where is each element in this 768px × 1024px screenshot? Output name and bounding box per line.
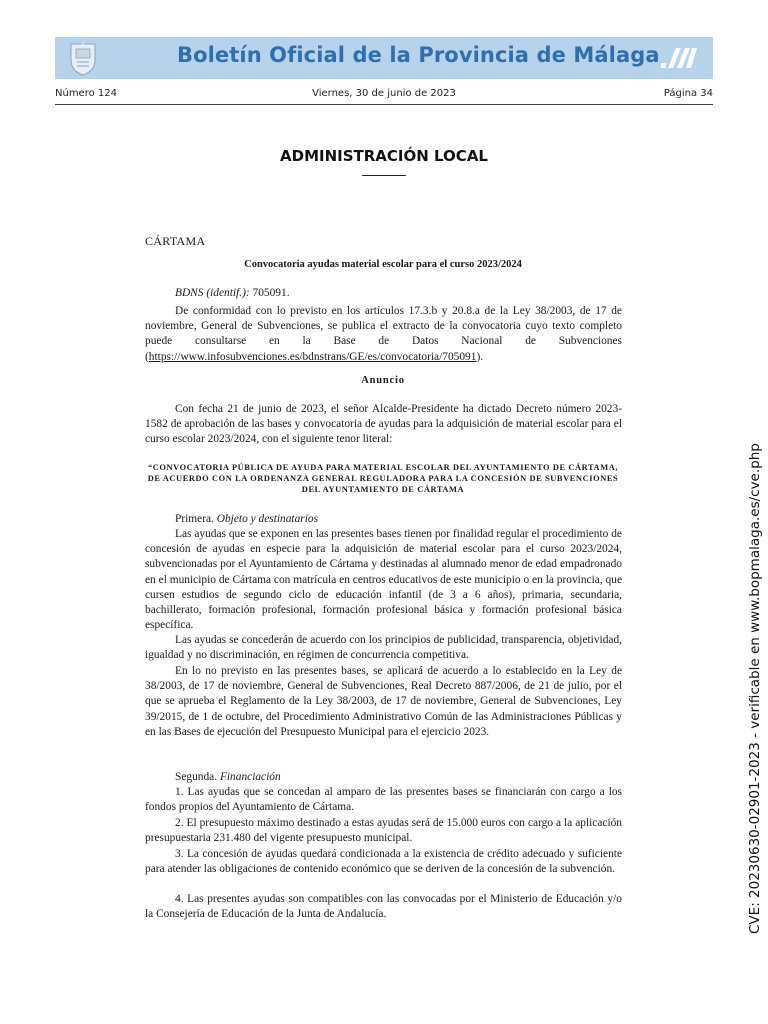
primera-heading: [145, 512, 622, 527]
segunda-label: Segunda.: [175, 771, 220, 783]
cve-verification-text: CVE: 20230630-02901-2023 - verificable en www.bopmalaga.es/cve.php: [747, 443, 763, 934]
intro-text: De conformidad con lo previsto en los artículos 17.3.b y 20.8.a de la Ley 38/2003, de 17 de noviembre, General de Subvenciones, se publica el extracto de la convocatoria cuyo texto completo puede consultarse en la Base de Datos Nacional de Subvenciones (: [145, 305, 622, 363]
primera-title: Objeto y destinatarios: [216, 513, 319, 525]
segunda-paragraph-2: 2. El presupuesto máximo destinado a estas ayudas será de 15.000 euros con cargo a la aplicación presupuestaria 231.480 del vigente presupuesto municipal.: [145, 817, 622, 845]
convocatoria-title: Convocatoria ayudas material escolar para el curso 2023/2024: [244, 259, 522, 270]
bdns-line: [145, 286, 622, 301]
segunda-paragraph-4: 4. Las presentes ayudas son compatibles con las convocadas por el Ministerio de Educación y/o la Consejería de Educación de la Junta de Andalucía.: [145, 893, 622, 921]
bop-logo-icon: [659, 43, 701, 73]
issue-date: Viernes, 30 de junio de 2023: [312, 88, 456, 99]
issue-meta: [55, 88, 713, 102]
anuncio-heading: Anuncio: [361, 375, 405, 386]
segunda-paragraph-1: 1. Las ayudas que se concedan al amparo de las presentes bases se financiarán con cargo a los fondos propios del Ayuntamiento de Cártama.: [145, 786, 622, 814]
primera-paragraph-2: Las ayudas se concederán de acuerdo con los principios de publicidad, transparencia, objetividad, igualdad y no discriminación, en régimen de concurrencia competitiva.: [145, 634, 622, 662]
section-divider: [362, 175, 406, 176]
intro-text-end: ).: [476, 350, 484, 363]
segunda-paragraph-3: 3. La concesión de ayudas quedará condicionada a la existencia de crédito adecuado y suficiente para atender las obligaciones de contenido económico que se deriven de la concesión de la subvención.: [145, 848, 622, 876]
primera-label: Primera.: [175, 513, 217, 525]
header-band: [55, 37, 713, 79]
municipality: CÁRTAMA: [145, 234, 206, 248]
convocatoria-caps-heading: “CONVOCATORIA PÚBLICA DE AYUDA PARA MATERIAL ESCOLAR DEL AYUNTAMIENTO DE CÁRTAMA, DE ACUERDO CON LA ORDENANZA GENERAL REGULADORA PARA LA CONCESIÓN DE SUBVENCIONES DEL AYUNTAMIENTO DE CÁRTAMA: [147, 463, 619, 495]
intro-paragraph: [145, 304, 622, 365]
section-title: ADMINISTRACIÓN LOCAL: [280, 147, 488, 165]
page-number: Página 34: [663, 88, 713, 99]
bulletin-title: Boletín Oficial de la Provincia de Málaga: [177, 43, 660, 67]
provincial-crest-icon: [67, 40, 99, 76]
bdns-value: 705091.: [249, 287, 290, 299]
decree-paragraph: Con fecha 21 de junio de 2023, el señor Alcalde-Presidente ha dictado Decreto número 2023-1582 de aprobación de las bases y convocatoria de ayudas para la adquisición de material escolar para el curso escolar 2023/2024, con el siguiente tenor literal:: [145, 403, 622, 446]
bdns-label: BDNS (identif.):: [175, 287, 250, 299]
bdns-link[interactable]: https://www.infosubvenciones.es/bdnstrans/GE/es/convocatoria/705091: [148, 350, 477, 363]
meta-divider: [55, 104, 713, 105]
segunda-heading: [145, 770, 622, 785]
segunda-title: Financiación: [219, 771, 281, 783]
issue-number: Número 124: [55, 88, 117, 99]
primera-paragraph-1: Las ayudas que se exponen en las presentes bases tienen por finalidad regular el procedimiento de concesión de ayudas en especie para la adquisición de material escolar para el curso 2023/2024, subvencionadas por el Ayuntamiento de Cártama y destinadas al alumnado menor de edad empadronado en el municipio de Cártama con matrícula en centros educativos de este municipio o en la provincia, que cursen estudios de segundo ciclo de educación infantil (de 3 a 6 años), primaria, secundaria, bachillerato, formación profesional, formación profesional básica y formación profesional básica específica.: [145, 528, 622, 632]
primera-paragraph-3: En lo no previsto en las presentes bases, se aplicará de acuerdo a lo establecido en la Ley de 38/2003, de 17 de noviembre, General de Subvenciones, Real Decreto 887/2006, de 21 de julio, por el que se aprueba el Reglamento de la Ley 38/2003, de 17 de noviembre, General de Subvenciones, Ley 39/2015, de 1 de octubre, del Procedimiento Administrativo Común de las Administraciones Públicas y en las Bases de ejecución del Presupuesto Municipal para el ejercicio 2023.: [145, 665, 622, 738]
